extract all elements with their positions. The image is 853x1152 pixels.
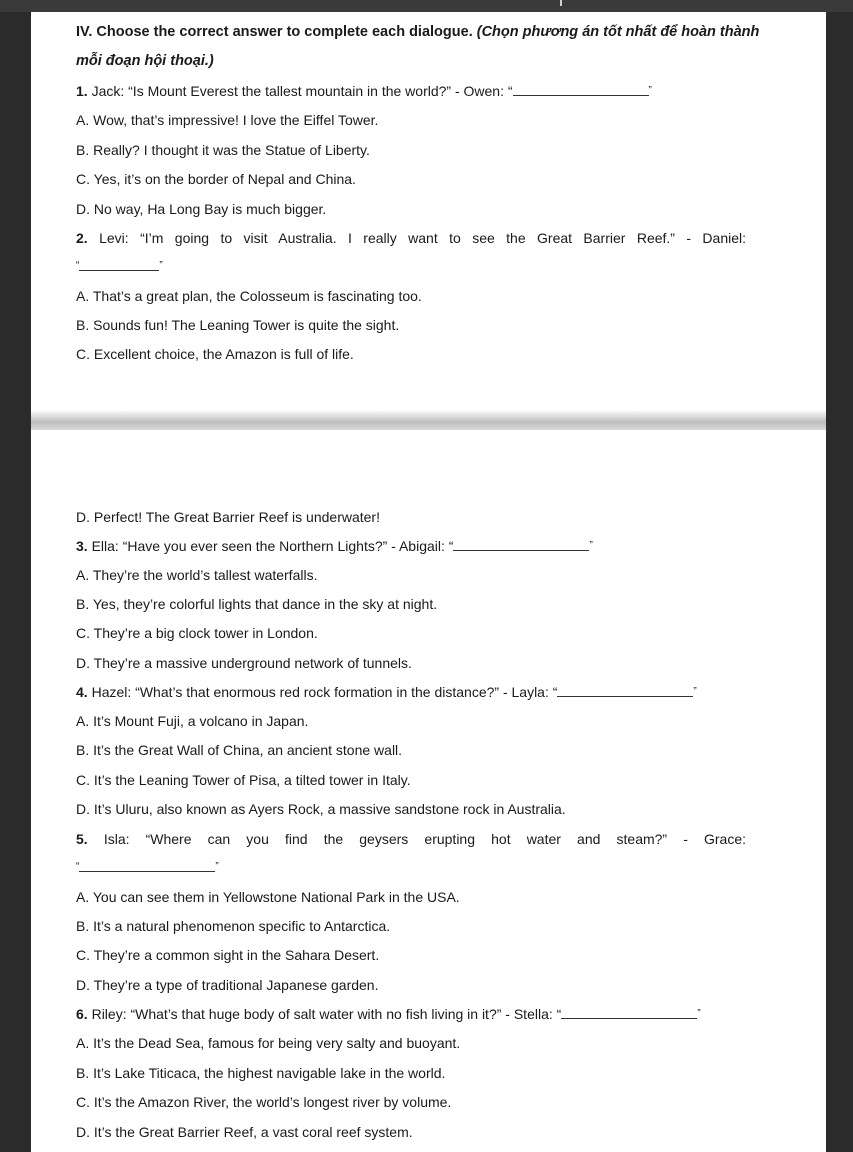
page-break xyxy=(31,410,826,432)
question-2-blank-line: “ ” xyxy=(76,260,163,271)
section-heading-cont: mỗi đoạn hội thoại.) xyxy=(76,53,214,69)
answer-blank[interactable] xyxy=(513,85,649,96)
question-6: 6. Riley: “What’s that huge body of salt water with no fish living in it?” - Stella: “ ” xyxy=(76,1006,701,1022)
option: A. That’s a great plan, the Colosseum is fascinating too. xyxy=(76,288,422,304)
option: C. It’s the Leaning Tower of Pisa, a tilted tower in Italy. xyxy=(76,772,411,788)
option: D. They’re a massive underground network of tunnels. xyxy=(76,655,412,671)
answer-blank[interactable] xyxy=(561,1008,697,1019)
viewer-left-margin xyxy=(0,12,31,1152)
option: C. It’s the Amazon River, the world’s longest river by volume. xyxy=(76,1094,452,1110)
viewer-right-margin xyxy=(826,12,853,1152)
option: A. It’s the Dead Sea, famous for being very salty and buoyant. xyxy=(76,1035,461,1051)
option: D. They’re a type of traditional Japanese garden. xyxy=(76,977,379,993)
question-5: 5. Isla: “Where can you find the geysers erupting hot water and steam?” - Grace: xyxy=(76,831,747,847)
question-2: 2. Levi: “I’m going to visit Australia. I really want to see the Great Barrier Reef.” - Daniel: xyxy=(76,230,746,246)
option: C. They’re a common sight in the Sahara Desert. xyxy=(76,947,380,963)
option: C. Excellent choice, the Amazon is full of life. xyxy=(76,346,354,362)
option: B. Sounds fun! The Leaning Tower is quite the sight. xyxy=(76,317,400,333)
option: B. It’s a natural phenomenon specific to Antarctica. xyxy=(76,918,391,934)
option: A. You can see them in Yellowstone National Park in the USA. xyxy=(76,889,460,905)
answer-blank[interactable] xyxy=(557,686,693,697)
answer-blank[interactable] xyxy=(79,861,215,872)
section-heading: IV. Choose the correct answer to complete each dialogue. (Chọn phương án tốt nhất để hoàn thành xyxy=(76,24,760,40)
option: D. Perfect! The Great Barrier Reef is underwater! xyxy=(76,509,380,525)
option: B. It’s Lake Titicaca, the highest navigable lake in the world. xyxy=(76,1065,446,1081)
viewer-top-bar xyxy=(0,0,853,12)
option: A. Wow, that’s impressive! I love the Eiffel Tower. xyxy=(76,112,379,128)
option: A. They’re the world’s tallest waterfalls. xyxy=(76,567,318,583)
question-1: 1. Jack: “Is Mount Everest the tallest mountain in the world?” - Owen: “ ” xyxy=(76,83,652,99)
option: D. No way, Ha Long Bay is much bigger. xyxy=(76,201,327,217)
question-3: 3. Ella: “Have you ever seen the Northern Lights?” - Abigail: “ ” xyxy=(76,538,593,554)
scroll-marker xyxy=(560,0,562,6)
option: C. They’re a big clock tower in London. xyxy=(76,625,318,641)
question-5-blank-line: “ ” xyxy=(76,861,219,872)
option: B. Yes, they’re colorful lights that dance in the sky at night. xyxy=(76,596,438,612)
option: B. It’s the Great Wall of China, an ancient stone wall. xyxy=(76,742,403,758)
option: A. It’s Mount Fuji, a volcano in Japan. xyxy=(76,713,309,729)
answer-blank[interactable] xyxy=(79,260,159,271)
question-4: 4. Hazel: “What’s that enormous red rock formation in the distance?” - Layla: “ ” xyxy=(76,684,697,700)
answer-blank[interactable] xyxy=(453,540,589,551)
option: D. It’s Uluru, also known as Ayers Rock, a massive sandstone rock in Australia. xyxy=(76,801,566,817)
option: C. Yes, it’s on the border of Nepal and China. xyxy=(76,171,356,187)
option: B. Really? I thought it was the Statue of Liberty. xyxy=(76,142,370,158)
option: D. It’s the Great Barrier Reef, a vast coral reef system. xyxy=(76,1124,413,1140)
